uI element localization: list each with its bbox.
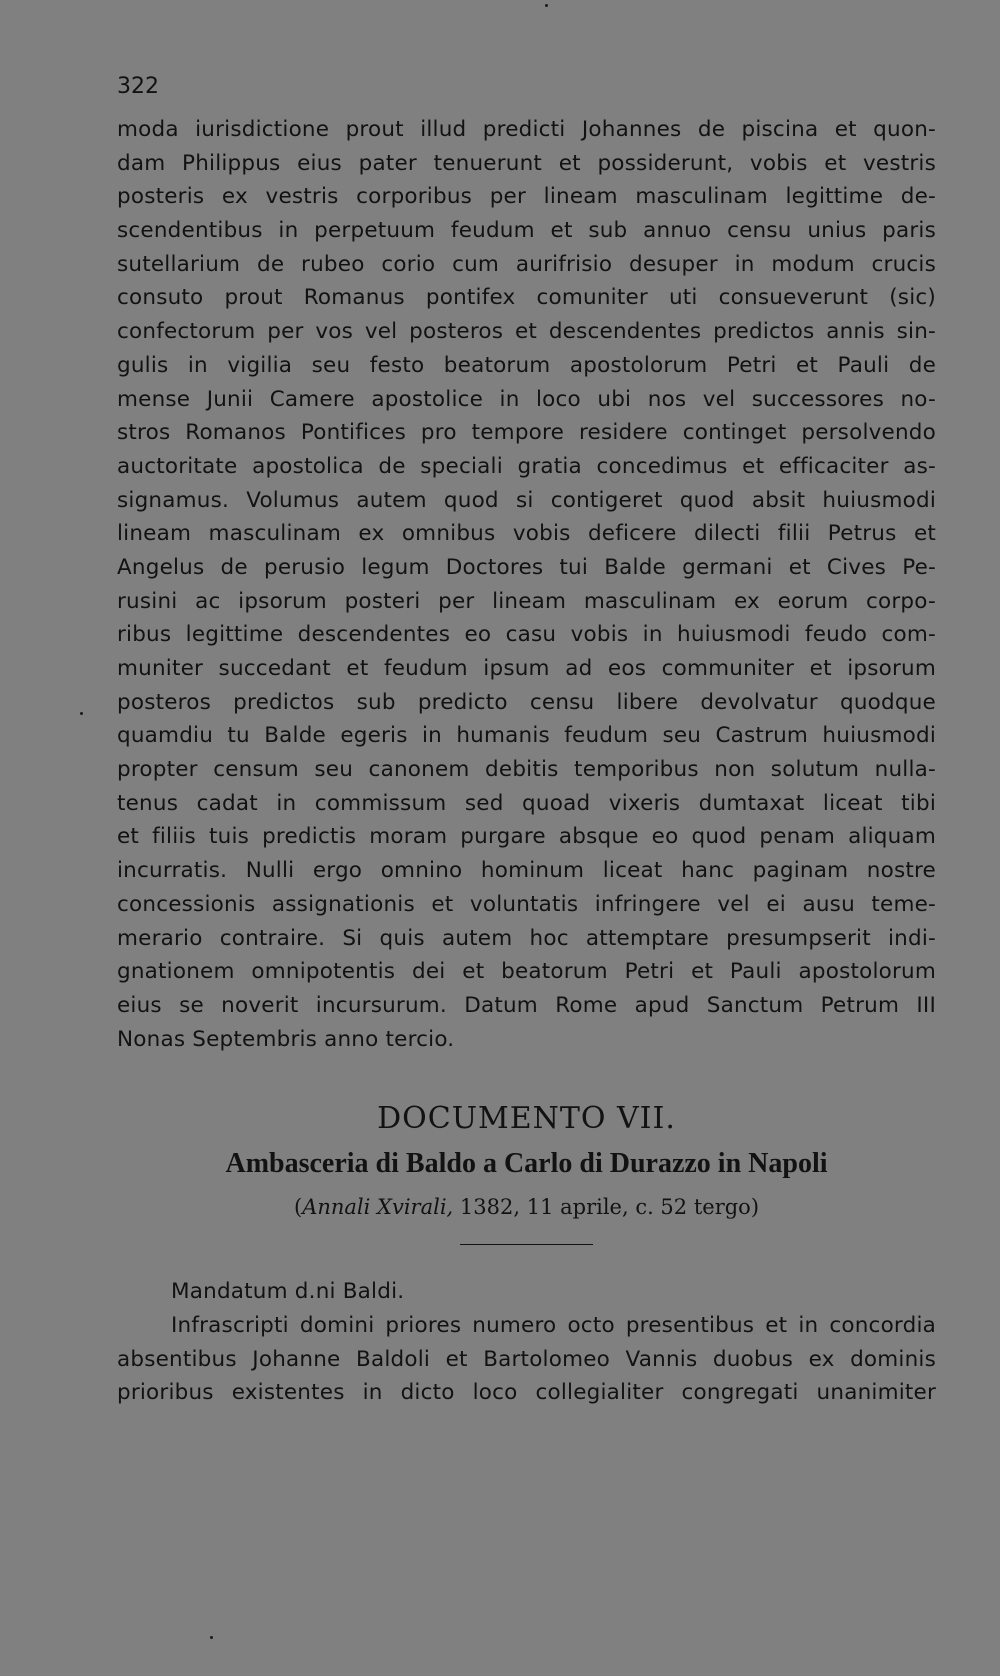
source-open: ( [293, 1195, 303, 1220]
text-line: dam Philippus eius pater tenuerunt et possiderunt, vobis et vestris [117, 150, 936, 176]
document-subheading: Ambasceria di Baldo a Carlo di Durazzo in Napoli [225, 1148, 828, 1180]
text-line: ribus legittime descendentes eo casu vobis in huiusmodi feudo com- [117, 622, 936, 648]
text-line: auctoritate apostolica de speciali gratia concedimus et efficaciter as- [117, 453, 936, 479]
text-line: quamdiu tu Balde egeris in humanis feudum seu Castrum huiusmodi [117, 723, 936, 749]
text-line: gulis in vigilia seu festo beatorum apostolorum Petri et Pauli de [117, 352, 936, 378]
text-line: prioribus existentes in dicto loco collegialiter congregati unanimiter [117, 1380, 936, 1406]
text-line: eius se noverit incursurum. Datum Rome apud Sanctum Petrum III [117, 992, 936, 1018]
text-line: Angelus de perusio legum Doctores tui Balde germani et Cives Pe- [117, 554, 936, 580]
text-line: posteros predictos sub predicto censu libere devolvatur quodque [117, 689, 936, 715]
scan-speck [210, 1636, 213, 1639]
document-page [117, 72, 936, 1410]
text-line: absentibus Johanne Baldoli et Bartolomeo Vannis duobus ex dominis [117, 1346, 936, 1372]
text-line: merario contraire. Si quis autem hoc attemptare presumpserit indi- [117, 925, 936, 951]
text-line: mense Junii Camere apostolice in loco ubi nos vel successores no- [117, 386, 936, 412]
text-line: lineam masculinam ex omnibus vobis deficere dilecti filii Petrus et [117, 521, 936, 547]
paragraph-decree [117, 113, 936, 1056]
text-line: gnationem omnipotentis dei et beatorum Petri et Pauli apostolorum [117, 959, 936, 985]
document-heading: DOCUMENTO VII. [377, 1101, 676, 1137]
text-line: consuto prout Romanus pontifex comuniter uti consueverunt (sic) [117, 285, 936, 311]
source-rest: 1382, 11 aprile, c. 52 tergo) [453, 1195, 760, 1220]
text-line: propter censum seu canonem debitis temporibus non solutum nulla- [117, 757, 936, 783]
text-line: posteris ex vestris corporibus per lineam masculinam legittime de- [117, 184, 936, 210]
scan-speck [80, 712, 83, 715]
text-line: signamus. Volumus autem quod si contigeret quod absit huiusmodi [117, 487, 936, 513]
text-line: concessionis assignationis et voluntatis infringere vel ei ausu teme- [117, 891, 936, 917]
text-line: muniter succedant et feudum ipsum ad eos communiter et ipsorum [117, 656, 936, 681]
section-divider [460, 1244, 593, 1245]
text-line: et filiis tuis predictis moram purgare absque eo quod penam aliquam [117, 824, 936, 850]
text-line: stros Romanos Pontifices pro tempore residere continget persolvendo [117, 420, 936, 446]
text-line: sutellarium de rubeo corio cum aurifrisio desuper in modum crucis [117, 251, 936, 277]
text-line: incurratis. Nulli ergo omnino hominum liceat hanc paginam nostre [117, 858, 936, 884]
source-citation [117, 1190, 936, 1224]
scan-speck [545, 4, 548, 7]
text-line: Mandatum d.ni Baldi. [171, 1279, 405, 1305]
page-number: 322 [117, 74, 159, 99]
text-line: tenus cadat in commissum sed quoad vixeris dumtaxat liceat tibi [117, 790, 936, 816]
paragraph-mandate [117, 1275, 936, 1410]
source-italic: Annali Xvirali, [302, 1195, 454, 1220]
text-line: rusini ac ipsorum posteri per lineam masculinam ex eorum corpo- [117, 588, 936, 614]
text-line: Infrascripti domini priores numero octo presentibus et in concordia [171, 1312, 936, 1338]
text-line: moda iurisdictione prout illud predicti Johannes de piscina et quon- [117, 117, 936, 142]
text-line: scendentibus in perpetuum feudum et sub annuo censu unius paris [117, 218, 936, 244]
text-line: Nonas Septembris anno tercio. [117, 1026, 455, 1052]
text-line: confectorum per vos vel posteros et descendentes predictos annis sin- [117, 319, 936, 345]
